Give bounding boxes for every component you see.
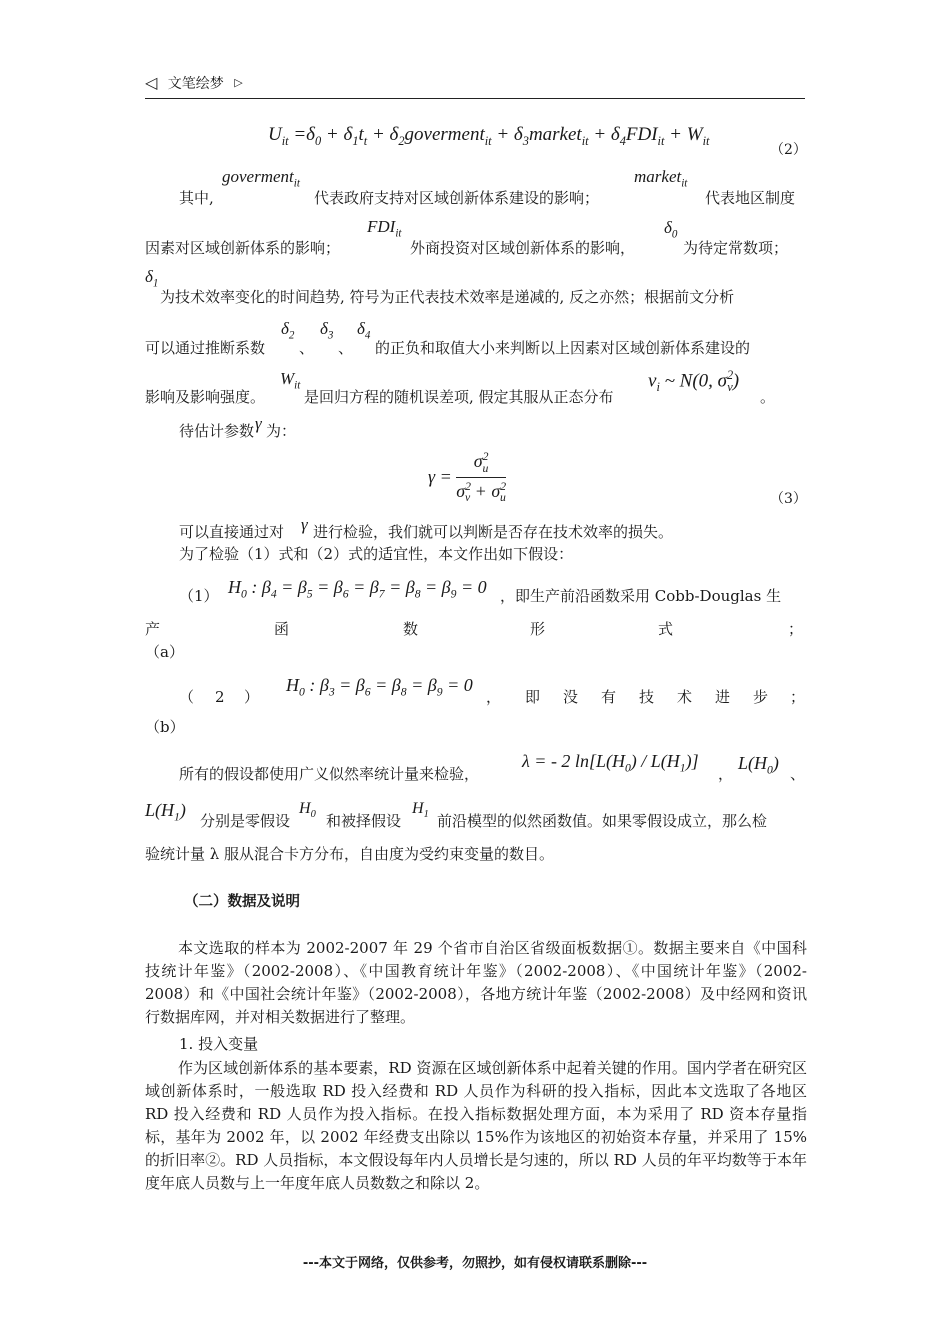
hypothesis-2-word-1: ， [486, 688, 502, 706]
test-intro-line1-b: 进行检验，我们就可以判断是否存在技术效率的损失。 [313, 523, 674, 541]
hypothesis-1-cont-1: 产 [145, 620, 161, 638]
header-divider [145, 98, 805, 99]
symbol-gamma-2: γ [301, 515, 308, 534]
lr-H0: $H_0$ [299, 800, 316, 821]
hypothesis-1-cont-2: 函 [274, 620, 290, 638]
defs-line1-b: 代表政府支持对区域创新体系建设的影响； [314, 189, 600, 207]
hypothesis-2-word-6: 术 [677, 688, 693, 706]
symbol-normal-dist: $v_i$ ~ N(0, $\sigma^2_v$) [648, 368, 740, 395]
hypothesis-1-cont-6: ； [788, 620, 804, 638]
defs-line5-b: 是回归方程的随机误差项, 假定其服从正态分布 [304, 388, 614, 406]
hypothesis-2-word-2: 即 [525, 688, 541, 706]
left-triangle-icon: ◁ [145, 73, 158, 92]
defs-line2-c: 为待定常数项； [683, 239, 789, 257]
lr-test-line2-b: 和被择假设 [326, 812, 402, 830]
hypothesis-2-number-close: ） [244, 688, 260, 706]
defs-line2-a: 因素对区域创新体系的影响； [145, 239, 341, 257]
defs-line1-c: 代表地区制度 [705, 189, 796, 207]
equation-3-number: （3） [770, 491, 807, 507]
hypothesis-2-number-open: （ [179, 688, 195, 706]
hypothesis-2-word-9: ； [790, 688, 806, 706]
lr-H1: $H_1$ [412, 800, 429, 821]
hypothesis-1-tag: （a） [145, 643, 184, 661]
defs-line2-b: 外商投资对区域创新体系的影响， [410, 239, 636, 257]
hypothesis-1-cont-4: 形 [530, 620, 546, 638]
hypothesis-2-word-8: 步 [753, 688, 769, 706]
symbol-delta0: $\delta_0$ [664, 218, 678, 241]
lr-statistic-formula: λ = - 2 $\ln[L(H_0) / L(H_1)]$ [522, 751, 699, 775]
defs-line1-a: 其中, [179, 189, 214, 207]
subsection-title: 1. 投入变量 [179, 1035, 259, 1053]
hypothesis-1-cont-5: 式 [658, 620, 674, 638]
defs-line6-b: 为： [266, 422, 297, 440]
hypothesis-2-number-digit: 2 [215, 688, 225, 706]
equation-3: γ = $\frac{\sigma^2_u}{\sigma^2_v + \sigma^2_u}$ [428, 450, 507, 505]
lr-test-line2-c: 前沿模型的似然函数值。如果零假设成立，那么检 [437, 812, 768, 830]
right-triangle-icon: ▷ [234, 76, 243, 89]
defs-line4-b: 、 [299, 339, 315, 357]
hypothesis-2-tag: （b） [145, 718, 185, 736]
page-footer-disclaimer: ---本文于网络，仅供参考，勿照抄，如有侵权请联系删除--- [302, 1256, 648, 1271]
defs-line4-d: 的正负和取值大小来判断以上因素对区域创新体系建设的 [375, 339, 751, 357]
lr-LH1: $L(H_1)$ [145, 800, 186, 824]
hypothesis-1-number: （1） [179, 587, 219, 605]
hypothesis-1-text: ，即生产前沿函数采用 Cobb-Douglas 生 [500, 587, 782, 605]
lr-LH0: $L(H_0)$ [738, 753, 779, 777]
symbol-gamma: γ [255, 414, 262, 433]
hypothesis-2-word-7: 进 [715, 688, 731, 706]
symbol-W: $W_{it}$ [280, 369, 301, 392]
page-header [145, 73, 243, 93]
equation-2: $U_{it} =\delta_0 + \delta_1t_t$ + $\delta_2goverment_{it}$ + $\delta_3market_{it} + \delta_4FDI_{it} + W_{it}$ [268, 124, 710, 148]
test-intro-line2: 为了检验（1）式和（2）式的适宜性，本文作出如下假设： [179, 545, 574, 563]
hypothesis-2-formula: $H_0$ : $\beta_3 = \beta_6 = \beta_8 = \beta_9 = 0$ [286, 675, 473, 699]
symbol-delta4: $\delta_4$ [357, 319, 371, 342]
equation-2-number: （2） [770, 142, 807, 158]
hypothesis-1-cont-3: 数 [403, 620, 419, 638]
paragraph-input-variables: 作为区域创新体系的基本要素，RD 资源在区域创新体系中起着关键的作用。国内学者在研究区域创新体系时，一般选取 RD 投入经费和 RD 人员作为科研的投入指标，因此本文选取了各地区 RD 投入经费和 RD 人员作为投入指标。在投入指标数据处理方面，本为采用了 RD 资本存量指标，基年为 2002 年，以 2002 年经费支出除以 15%作为该地区的初始资本存量，并采用了 15%的折旧率②。RD 人员指标，本文假设每年内人员增长是匀速的，所以 RD 人员的年平均数等于本年度年底人员数与上一年度年底人员数数之和除以 2。 [145, 1059, 807, 1192]
symbol-fdi: $FDI_{it}$ [367, 217, 402, 240]
defs-line3: 为技术效率变化的时间趋势, 符号为正代表技术效率是递减的, 反之亦然；根据前文分析 [160, 288, 735, 306]
defs-line4-c: 、 [338, 339, 354, 357]
lr-test-line2-a: 分别是零假设 [200, 812, 291, 830]
paragraph-data-source: 本文选取的样本为 2002-2007 年 29 个省市自治区省级面板数据①。数据主要来自《中国科技统计年鉴》（2002-2008）、《中国教育统计年鉴》（2002-2008）、《中国统计年鉴》（2002-2008）和《中国社会统计年鉴》（2002-2008），各地方统计年鉴（2002-2008）及中经网和资讯行数据库网，并对相关数据进行了整理。 [145, 939, 807, 1026]
symbol-goverment: goverment$_{it}$ [222, 167, 300, 190]
section-title: （二）数据及说明 [184, 894, 300, 910]
defs-line4-a: 可以通过推断系数 [145, 339, 266, 357]
header-title: 文笔绘梦 [167, 76, 224, 92]
defs-line5-c: 。 [760, 388, 776, 406]
test-intro-line1-a: 可以直接通过对 [179, 523, 285, 541]
hypothesis-1-formula: $H_0$ : $\beta_4 = \beta_5 = \beta_6 = \beta_7 = \beta_8 = \beta_9 = 0$ [228, 577, 487, 601]
defs-line5-a: 影响及影响强度。 [145, 388, 266, 406]
hypothesis-2-word-4: 有 [601, 688, 617, 706]
lr-test-sep: 、 [790, 765, 806, 783]
hypothesis-2-word-5: 技 [639, 688, 655, 706]
symbol-delta1: $\delta_1$ [145, 267, 159, 290]
lr-test-line1: 所有的假设都使用广义似然率统计量来检验， [179, 765, 480, 783]
symbol-delta3: $\delta_3$ [320, 319, 334, 342]
hypothesis-2-word-3: 没 [563, 688, 579, 706]
lr-test-line3: 验统计量 λ 服从混合卡方分布，自由度为受约束变量的数目。 [145, 845, 555, 863]
symbol-delta2: $\delta_2$ [281, 319, 295, 342]
defs-line6-a: 待估计参数 [179, 422, 255, 440]
symbol-market: market$_{it}$ [634, 167, 688, 190]
lr-test-comma: ， [718, 765, 734, 783]
